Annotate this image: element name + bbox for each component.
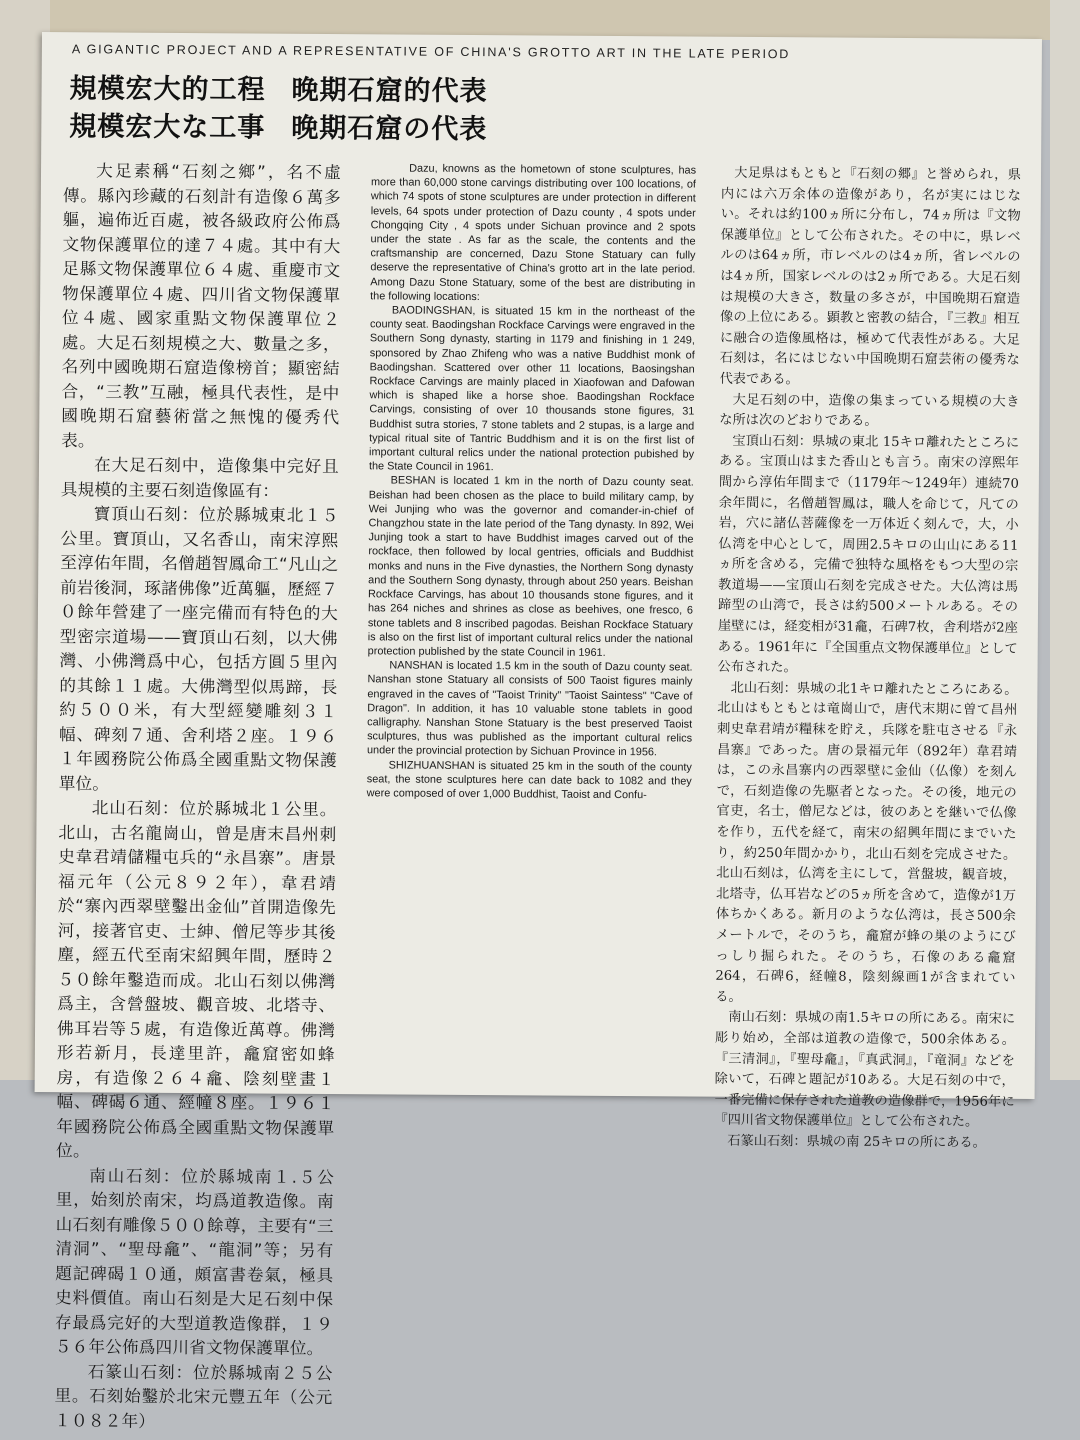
paragraph: 在大足石刻中，造像集中完好且具規模的主要石刻造像區有： bbox=[60, 455, 340, 501]
title-japanese-part-2: 晚期石窟の代表 bbox=[291, 112, 488, 146]
background-right-paper bbox=[1050, 0, 1080, 1080]
title-chinese-part-2: 晚期石窟的代表 bbox=[291, 74, 488, 108]
title-japanese-part-1: 規模宏大な工事 bbox=[69, 111, 266, 144]
title-chinese bbox=[69, 66, 487, 108]
paragraph: Dazu, knowns as the hometown of stone sculptures, has more than 60,000 stone carvings distributing over 100 locations, of which 74 spots of stone sculptures are under protection in different levels, 64 spots under protection of Dazu county , 4 spots under Chongqing City , 4 spots under Sichuan province and 2 spots under the state . As far as the scale, the contents and the craftsmanship are concerned, Dazu Stone Statuary can fully deserve the representative of China's grotto art in the late period. Among Dazu Stone Statuary, some of the best are distributing in the following locations: bbox=[370, 162, 697, 303]
column-japanese bbox=[714, 164, 1021, 1155]
paragraph: 大足県はもともと『石刻の郷』と誉められ，県内には六万余体の造像があり，名が実にはじない。それは約100ヵ所に分布し，74ヵ所は『文物保護単位』として公布された。その中に，県レベルのは64ヵ所，市レベルのは4ヵ所，省レベルのは4ヵ所，国家レベルのは2ヵ所である。大足石刻は規模の大きさ，数量の多さが，中国晩期石窟造像の上位にある。顕教と密教の結合，『三教』相互に融合の造像風格は，極めて代表性がある。大足石刻は，名にはじない中国晩期石窟芸術の優秀な代表である。 bbox=[719, 165, 1022, 388]
paragraph: 寶頂山石刻：位於縣城東北１５公里。寶頂山，又名香山，南宋淳熙至淳佑年間，名僧趙智鳳命工“凡山之前岩後洞，琢諸佛像”近萬軀，歷經７０餘年營建了一座完備而有特色的大型密宗道場——寶頂山石刻，以大佛灣、小佛灣爲中心，包括方圓５里內的其餘１１處。大佛灣型似馬蹄，長約５００米，有大型經變雕刻３１幅、碑刻７通、舍利塔２座。１９６１年國務院公佈爲全國重點文物保護單位。 bbox=[58, 504, 339, 793]
paragraph: 石篆山石刻：位於縣城南２５公里。石刻始鑿於北宋元豐五年（公元１０８２年） bbox=[54, 1361, 333, 1431]
paragraph: BESHAN is located 1 km in the north of Dazu county seat. Beishan had been chosen as the place to build military camp, by Wei Junjing who was the governor and comander-in-chief of Changzhou state in the late period of the Tang dynasty. In 892, Wei Junjing took a start to have Buddhist images carved out of the rockface, then followed by local gentries, officials and Buddhist monks and nuns in the Five dynasties, the Northern Song dynasty and the Southern Song dynasty, through about 250 years. Beishan Rockface Carvings, has about 10 thousands stone figures, and it has 264 niches and shrines as close as beehives, one fresco, 6 stone tablets and 8 inscribed pagodas. Beishan Rockface Statuary is also on the first list of important cultural relics under the national protection published by the state Council in 1961. bbox=[367, 474, 694, 659]
page-header: A GIGANTIC PROJECT AND A REPRESENTATIVE OF CHINA'S GROTTO ART IN THE LATE PERIOD bbox=[71, 42, 791, 62]
paragraph: 石篆山石刻：県城の南 25キロの所にある。 bbox=[727, 1133, 986, 1151]
paragraph: SHIZHUANSHAN is situated 25 km in the south of the county seat, the stone sculptures here can date back to 1082 and they were composed of over 1,000 Buddhist, Taoist and Confu- bbox=[366, 758, 692, 802]
document-page bbox=[35, 32, 1042, 1431]
paragraph: BAODINGSHAN, is situated 15 km in the northeast of the county seat. Baodingshan Rockface Carvings were engraved in the Southern Song dynasty, starting in 1179 and finishing in 1 249, sponsored by Zhao Zhifeng who was a native Buddhist monk of Baodingshan. Scattered over other 11 locations, Baosingshan Rockface Carvings are mainly placed in Xiaofowan and Dafowan which is shaped like a horse shoe. Baodingshan Rockface Carvings, consisting of over 10 thousands stone figures, 31 Buddhist sutra stories, 7 stone tablets and 2 stupas, is a large and typical ritual site of Tantric Buddhism and it is on the first list of important cultural relics under the national protection pubished by the State Council in 1961. bbox=[368, 304, 696, 474]
paragraph: 南山石刻：位於縣城南１.５公里，始刻於南宋，均爲道教造像。南山石刻有雕像５００餘尊，主要有“三清洞”、“聖母龕”、“龍洞”等；另有題記碑碣１０通，頗富書卷氣，極具史料價值。南山石刻是大足石刻中保存最爲完好的大型道教造像群，１９５６年公佈爲四川省文物保護單位。 bbox=[54, 1165, 335, 1358]
paragraph: 北山石刻：県城の北1キロ離れたところにある。北山はもともとは竜崗山で，唐代末期に曽て昌州刺史韋君靖が糧秣を貯え，兵隊を駐屯させる『永昌寨』であった。唐の景福元年（892年）韋君靖は，この永昌寨内の西翠壁に金仙（仏像）を刻んで，石刻造像の先駆者となった。その後，地元の官吏，名士，僧尼などは，彼のあとを継いで仏像を作り，五代を経て，南宋の紹興年間にまでいたり，約250年間かかり，北山石刻を完成させた。北山石刻は，仏湾を主にして，営盤坡，観音坡，北塔寺，仏耳岩などの5ヵ所を含めて，造像が1万体ちかくある。新月のような仏湾は，長さ500余メートルで，そのうち，龕窟が蜂の巣のようにびっしり掘られた。そのうち，石像のある龕窟264，石碑6，経幢8，陰刻線画1が含まれている。 bbox=[715, 680, 1018, 1005]
column-english bbox=[367, 161, 696, 802]
paragraph: NANSHAN is located 1.5 km in the south of Dazu county seat. Nanshan stone Statuary all consists of 500 Taoist figures mainly engraved in the caves of "Taoist Trinity" "Taoist Saintess" "Cave of Dragon". In addition, it has 10 valuable stone tablets in good calligraphy. Nanshan Stone Statuary is the best preserved Taoist sculptures, thus was published as the important cultural relics under the provincial protection by Sichuan Province in 1956. bbox=[366, 659, 693, 759]
paragraph: 北山石刻：位於縣城北１公里。北山，古名龍崗山，曾是唐末昌州刺史韋君靖儲糧屯兵的“永昌寨”。唐景福元年（公元８９２年），韋君靖於“寨內西翠壁鑿出金仙”首開造像先河，接著官吏、士紳、僧尼等步其後塵，經五代至南宋紹興年間，歷時２５０餘年鑿造而成。北山石刻以佛灣爲主，含營盤坡、觀音坡、北塔寺、佛耳岩等５處，有造像近萬尊。佛灣形若新月，長達里許，龕窟密如蜂房，有造像２６４龕、陰刻壁畫１幅、碑碣６通、經幢８座。１９６１年國務院公佈爲全國重點文物保護單位。 bbox=[56, 798, 337, 1161]
title-japanese bbox=[69, 104, 487, 146]
paragraph: 宝頂山石刻：県城の東北 15キロ離れたところにある。宝頂山はまた香山とも言う。南宋の淳熙年間から淳佑年間まで（1179年～1249年）連続70余年間に，名僧趙智鳳は，職人を命じて，凡ての岩，穴に諸仏菩薩像を一万体近く刻んで，大，小仏湾を中心として，周囲2.5キロの山山にある11ヵ所を含める，完備で独特な風格をもつ大型の宗教道場——宝頂山石刻を完成させた。大仏湾は馬蹄型の山湾で，長さは約500メートルある。その崖壁には，経変相が31龕，石碑7枚，舎利塔が2座ある。1961年に『全国重点文物保護単位』として公布された。 bbox=[717, 433, 1020, 676]
paragraph: 大足石刻の中，造像の集まっている規模の大きな所は次のどおりである。 bbox=[719, 392, 1020, 429]
title-chinese-part-1: 規模宏大的工程 bbox=[69, 73, 266, 106]
paragraph: 南山石刻：県城の南1.5キロの所にある。南宋に彫り始め，全部は道教の造像で，500余体ある。『三清洞』，『聖母龕』，『真武洞』，『竜洞』などを除いて，石碑と題記が10ある。大足石刻の中で，一番完備に保存された道教の造像群で，1956年に『四川省文物保護単位』として公布された。 bbox=[714, 1010, 1016, 1130]
paragraph: 大足素稱“石刻之鄉”，名不虛傳。縣內珍藏的石刻計有造像６萬多軀，遍佈近百處，被各級政府公佈爲文物保護單位的達７４處。其中有大足縣文物保護單位６４處、重慶市文物保護單位４處、四川省文物保護單位４處、國家重點文物保護單位２處。大足石刻規模之大、數量之多，名列中國晚期石窟造像榜首；顯密結合，“三教”互融，極具代表性，是中國晚期石窟藝術當之無愧的優秀代表。 bbox=[61, 161, 342, 450]
column-chinese bbox=[54, 159, 341, 1435]
